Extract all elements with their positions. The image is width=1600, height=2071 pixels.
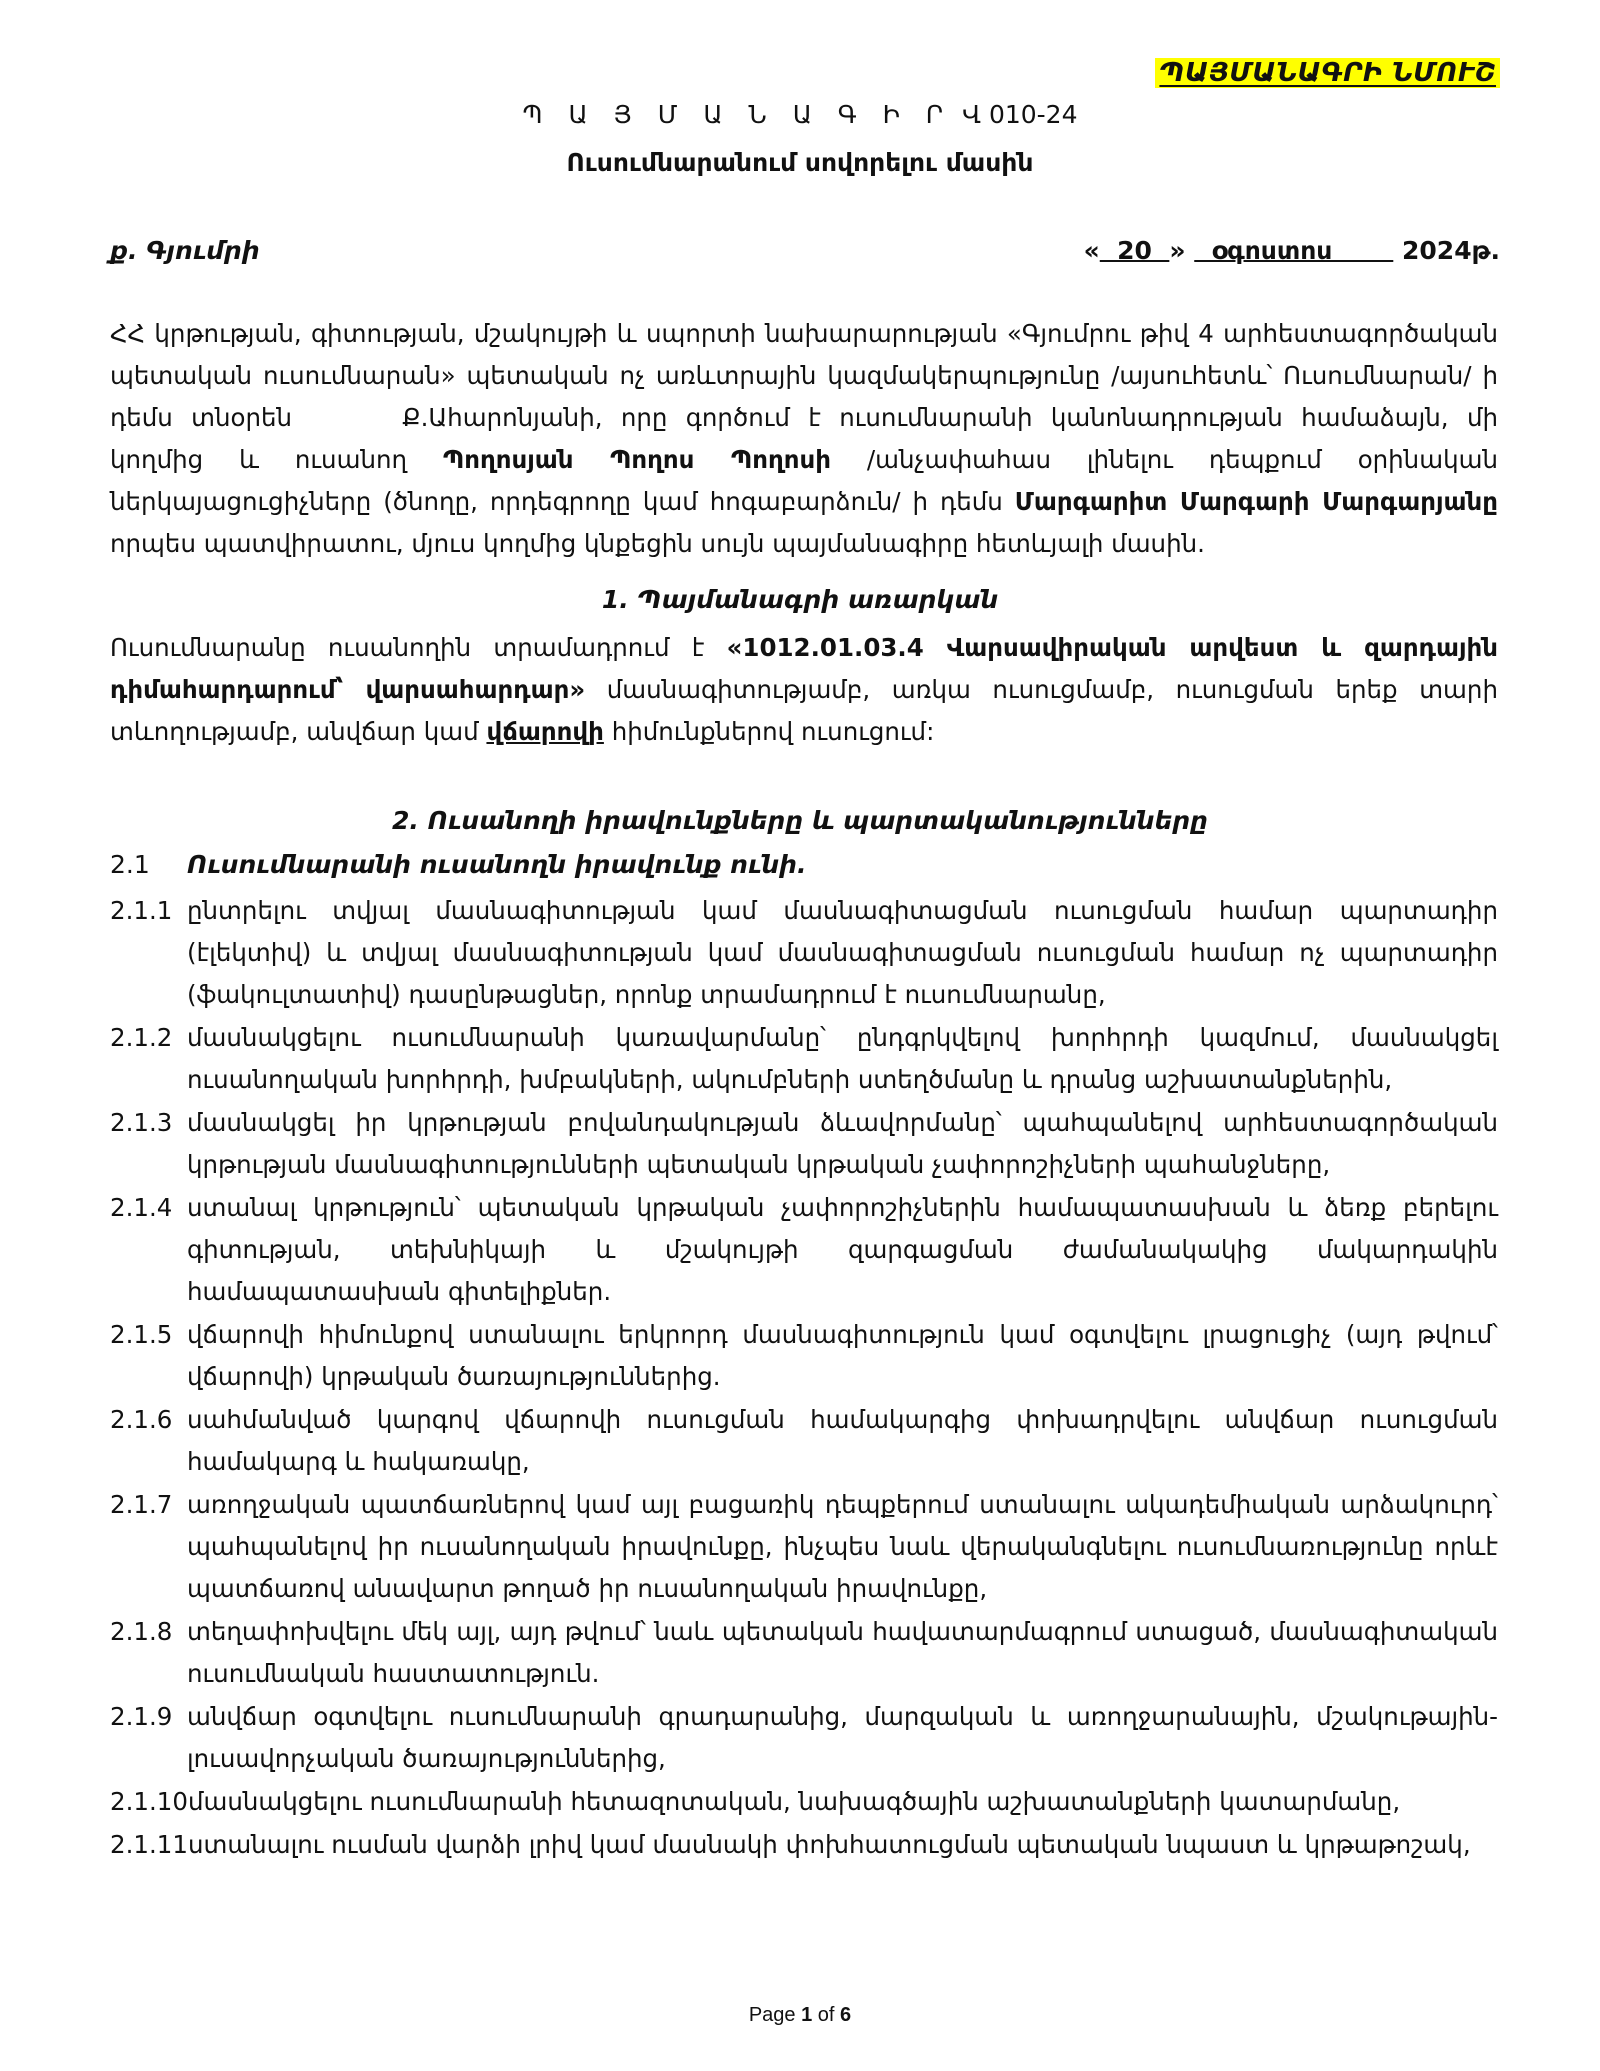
- section-1-heading: 1. Պայմանագրի առարկան: [601, 585, 999, 614]
- paid-basis: վճարովի: [486, 717, 604, 746]
- list-item: [110, 890, 1498, 1016]
- section-1-paragraph: [110, 627, 1498, 753]
- item-number: 2.1.9: [110, 1702, 173, 1731]
- date-open-quote: «: [1083, 236, 1100, 265]
- item-text: սահմանված կարգով վճարովի ուսուցման համակարգից փոխադրվելու անվճար ուսուցման համակարգ և հակառակը,: [187, 1405, 1498, 1476]
- subsection-number: 2.1: [110, 850, 150, 879]
- item-text: ընտրելու տվյալ մասնագիտության կամ մասնագիտացման ուսուցման համար պարտադիր (էլեկտիվ) և տվյալ մասնագիտության կամ մասնագիտացման ուսուցման համար ոչ պարտադիր (ֆակուլտատիվ) դասընթացներ, որոնք տրամադրում է ուսումնարանը,: [187, 896, 1498, 1009]
- list-item: [110, 1824, 1498, 1866]
- document-title: [0, 100, 1600, 129]
- item-number: 2.1.8: [110, 1617, 173, 1646]
- representative-name: Մարգարիտ Մարգարի Մարգարյանը: [1014, 487, 1498, 516]
- subsection-2-1-heading: [110, 850, 807, 879]
- section1-part2: մասնագիտությամբ, առկա ուսուցմամբ, ուսուցման երեք տարի տևողությամբ, անվճար կամ: [110, 675, 1498, 746]
- item-text: անվճար օգտվելու ուսումնարանի գրադարանից, մարզական և առողջարանային, մշակութային-լուսավորչական ծառայություններից,: [187, 1702, 1498, 1773]
- sample-stamp: ՊԱՅՄԱՆԱԳՐԻ ՆՄՈՒՇ: [1155, 58, 1500, 88]
- document-subtitle: Ուսումնարանում սովորելու մասին: [566, 148, 1034, 177]
- item-text: վճարովի հիմունքով ստանալու երկրորդ մասնագիտություն կամ օգտվելու լրացուցիչ (այդ թվում՝ վճարովի) կրթական ծառայություններից.: [187, 1320, 1498, 1391]
- item-number: 2.1.10: [110, 1787, 188, 1816]
- student-name: Պողոսյան Պողոս Պողոսի: [442, 445, 831, 474]
- list-item: [110, 1314, 1498, 1398]
- contract-date: [1084, 236, 1500, 265]
- page-label: Page: [748, 2004, 796, 2026]
- intro-part1: ՀՀ կրթության, գիտության, մշակույթի և սպորտի նախարարության «Գյումրու թիվ 4 արհեստագործական պետական ուսումնարան» պետական ոչ առևտրային կազմակերպությունը /այսուհետև՝ Ուսումնարան/ ի դեմս տնօրեն: [110, 319, 1498, 432]
- item-text: մասնակցել իր կրթության բովանդակության ձևավորմանը՝ պահպանելով արհեստագործական կրթության մասնագիտությունների պետական կրթական չափորոշիչների պահանջները,: [187, 1108, 1498, 1179]
- item-number: 2.1.7: [110, 1490, 173, 1519]
- list-item: [110, 1102, 1498, 1186]
- section-2-heading: 2. Ուսանողի իրավունքները և պարտականությունները: [392, 806, 1208, 835]
- item-number: 2.1.5: [110, 1320, 173, 1349]
- title-text: Պ Ա Յ Մ Ա Ն Ա Գ Ի Ր: [522, 100, 953, 129]
- item-number: 2.1.4: [110, 1193, 173, 1222]
- item-number: 2.1.11: [110, 1830, 188, 1859]
- list-item: [110, 1017, 1498, 1101]
- item-number: 2.1.2: [110, 1023, 173, 1052]
- place: ք. Գյումրի: [110, 236, 260, 265]
- section1-part3: հիմունքներով ուսուցում:: [611, 717, 935, 746]
- page-footer: [0, 2004, 1600, 2027]
- item-text: ստանալ կրթություն՝ պետական կրթական չափորոշիչներին համապատասխան և ձեռք բերելու գիտության, տեխնիկայի և մշակույթի զարգացման ժամանակակից մակարդակին համապատասխան գիտելիքներ.: [187, 1193, 1498, 1306]
- item-text: ստանալու ուսման վարձի լրիվ կամ մասնակի փոխհատուցման պետական նպաստ և կրթաթոշակ,: [187, 1830, 1471, 1859]
- date-month: օգոստոս: [1194, 236, 1394, 265]
- item-text: մասնակցելու ուսումնարանի կառավարմանը՝ ընդգրկվելով խորհրդի կազմում, մասնակցել ուսանողական խորհրդի, խմբակների, ակումբների ստեղծմանը և դրանց աշխատանքներին,: [187, 1023, 1498, 1094]
- rights-list: [110, 890, 1498, 1867]
- item-number: 2.1.6: [110, 1405, 173, 1434]
- list-item: [110, 1484, 1498, 1610]
- list-item: [110, 1696, 1498, 1780]
- date-day: 20: [1099, 236, 1170, 265]
- total-pages: 6: [840, 2004, 852, 2026]
- item-text: մասնակցելու ուսումնարանի հետազոտական, նախագծային աշխատանքների կատարմանը,: [187, 1787, 1401, 1816]
- item-number: 2.1.1: [110, 896, 173, 925]
- intro-part2: Ք.Ահարոնյանի, որը գործում է ուսումնարանի կանոնադրության համաձայն, մի կողմից և ուսանող: [110, 403, 1499, 474]
- subsection-title: Ուսումնարանի ուսանողն իրավունք ունի.: [187, 850, 807, 879]
- item-number: 2.1.3: [110, 1108, 173, 1137]
- current-page: 1: [801, 2004, 813, 2026]
- intro-part3: /անչափահաս լինելու դեպքում օրինական ներկայացուցիչները (ծնողը, որդեգրողը կամ հոգաբարձուն/ ի դեմս: [110, 445, 1498, 516]
- of-label: of: [817, 2004, 835, 2026]
- item-text: առողջական պատճառներով կամ այլ բացառիկ դեպքերում ստանալու ակադեմիական արձակուրդ՝ պահպանելով իր ուսանողական իրավունքը, ինչպես նաև վերականգնելու ուսումնառությունը որևէ պատճառով անավարտ թողած իր ուսանողական իրավունքը,: [187, 1490, 1498, 1603]
- list-item: [110, 1611, 1498, 1695]
- intro-part4: որպես պատվիրատու, մյուս կողմից կնքեցին սույն պայմանագիրը հետևյալի մասին.: [110, 529, 1205, 558]
- list-item: [110, 1781, 1498, 1823]
- date-close-quote: »: [1169, 236, 1186, 265]
- contract-number: Վ 010-24: [962, 100, 1078, 129]
- list-item: [110, 1399, 1498, 1483]
- section1-part1: Ուսումնարանը ուսանողին տրամադրում է: [110, 633, 705, 662]
- list-item: [110, 1187, 1498, 1313]
- date-year: 2024թ.: [1402, 236, 1500, 265]
- intro-paragraph: [110, 313, 1498, 565]
- specialty: «1012.01.03.4 Վարսավիրական արվեստ և զարդային դիմահարդարում՝ վարսահարդար»: [110, 633, 1498, 704]
- item-text: տեղափոխվելու մեկ այլ, այդ թվում՝ նաև պետական հավատարմագրում ստացած, մասնագիտական ուսումնական հաստատություն.: [187, 1617, 1498, 1688]
